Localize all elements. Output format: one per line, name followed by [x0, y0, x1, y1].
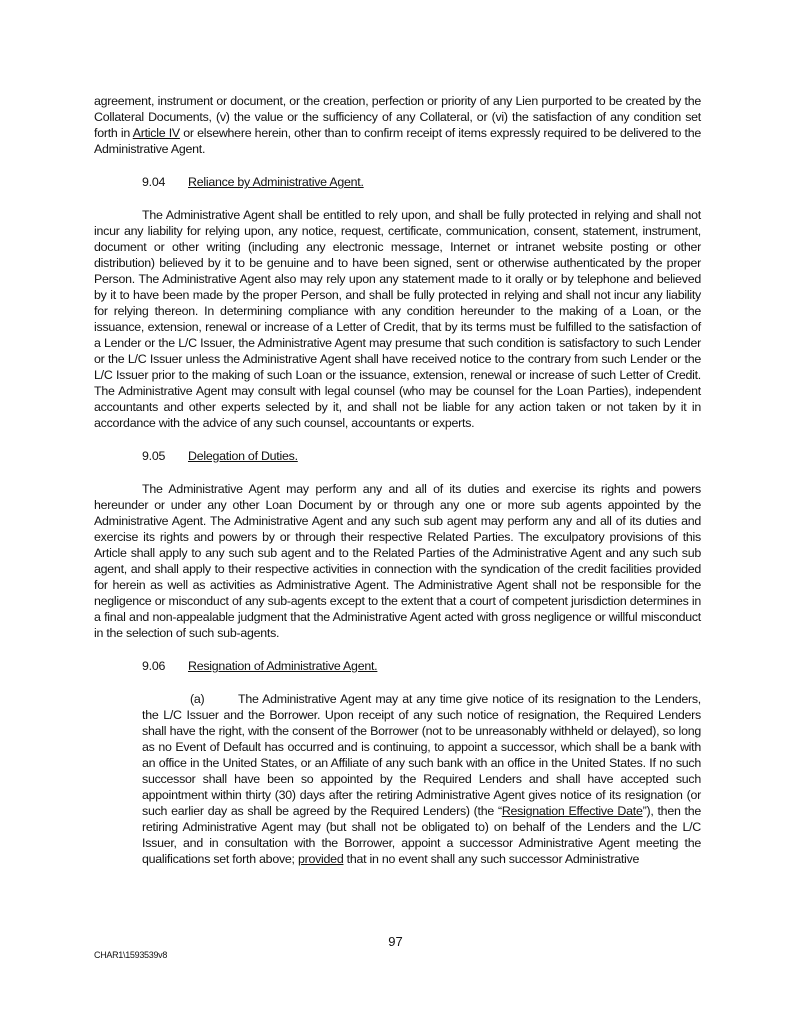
- section-number: 9.05: [142, 449, 166, 463]
- section-title: Resignation of Administrative Agent.: [188, 659, 378, 673]
- article-iv-reference: Article IV: [132, 126, 180, 140]
- section-body-9-04: The Administrative Agent shall be entitled to rely upon, and shall be fully protected in relying and shall not incur any liability for relying upon, any notice, request, certificate, communication, consent, statement, instrument, document or other writing (including any electronic message, Internet or intranet website posting or other distribution) believed by it to be genuine and to have been signed, sent or otherwise authenticated by the proper Person. The Administrative Agent also may rely upon any statement made to it orally or by telephone and believed by it to have been made by the proper Person, and shall be fully protected in relying and shall not incur any liability for relying thereon. In determining compliance with any condition hereunder to the making of a Loan, or the issuance, extension, renewal or increase of a Letter of Credit, that by its terms must be fulfilled to the satisfaction of a Lender or the L/C Issuer, the Administrative Agent may presume that such condition is satisfactory to such Lender or the L/C Issuer unless the Administrative Agent shall have received notice to the contrary from such Lender or the L/C Issuer prior to the making of such Loan or the issuance, extension, renewal or increase of such Letter of Credit. The Administrative Agent may consult with legal counsel (who may be counsel for the Loan Parties), independent accountants and other experts selected by it, and shall not be liable for any action taken or not taken by it in accordance with the advice of any such counsel, accountants or experts.: [94, 208, 701, 430]
- subsection-text-2: ”), then the retiring Administrative Agent may (but shall not be obligated to) on behalf of the Lenders and the L/C Issuer, and in consultation with the Borrower, appoint a successor Administrative Agent meeting the qualifications set forth above;: [142, 804, 701, 866]
- subsection-text-3: that in no event shall any such successor Administrative: [343, 852, 640, 866]
- section-heading-9-06: [94, 658, 701, 674]
- section-heading-9-04: [94, 174, 701, 190]
- section-body-9-05: The Administrative Agent may perform any and all of its duties and exercise its rights and powers hereunder or under any other Loan Document by or through any one or more sub agents appointed by the Administrative Agent. The Administrative Agent and any such sub agent may perform any and all of its duties and exercise its rights and powers by or through their respective Related Parties. The exculpatory provisions of this Article shall apply to any such sub agent and to the Related Parties of the Administrative Agent and any such sub agent, and shall apply to their respective activities in connection with the syndication of the credit facilities provided for herein as well as activities as Administrative Agent. The Administrative Agent shall not be responsible for the negligence or misconduct of any sub-agents except to the extent that a court of competent jurisdiction determines in a final and non-appealable judgment that the Administrative Agent acted with gross negligence or willful misconduct in the selection of such sub-agents.: [94, 482, 701, 640]
- defined-term-resignation-effective-date: Resignation Effective Date: [501, 804, 643, 818]
- document-id: CHAR1\1593539v8: [94, 950, 168, 960]
- intro-text-before: agreement, instrument or document, or the creation, perfection or priority of any Lien purported to be created by the Collateral Documents, (v) the value or the sufficiency of any Collateral, or (vi) the satisfaction of any condition set forth in: [94, 94, 701, 140]
- section-title: Delegation of Duties.: [188, 449, 298, 463]
- proviso-term: provided: [297, 852, 344, 866]
- section-number: 9.06: [142, 659, 166, 673]
- document-page: [94, 93, 701, 867]
- subsection-text-1: The Administrative Agent may at any time give notice of its resignation to the Lenders, the L/C Issuer and the Borrower. Upon receipt of any such notice of resignation, the Required Lenders shall have the right, with the consent of the Borrower (not to be unreasonably withheld or delayed), so long as no Event of Default has occurred and is continuing, to appoint a successor, which shall be a bank with an office in the United States, or an Affiliate of any such bank with an office in the United States. If no such successor shall have been so appointed by the Required Lenders and shall have accepted such appointment within thirty (30) days after the retiring Administrative Agent gives notice of its resignation (or such earlier day as shall be agreed by the Required Lenders) (the “: [142, 692, 701, 818]
- subsection-label: (a): [190, 692, 205, 706]
- section-heading-9-05: [94, 448, 701, 464]
- section-title: Reliance by Administrative Agent.: [188, 175, 364, 189]
- intro-text-after: or elsewhere herein, other than to confirm receipt of items expressly required to be delivered to the Administrative Agent.: [94, 126, 702, 156]
- subsection-9-06-a: [142, 691, 701, 867]
- intro-paragraph: [94, 93, 701, 157]
- section-number: 9.04: [142, 175, 166, 189]
- page-number: 97: [388, 934, 403, 949]
